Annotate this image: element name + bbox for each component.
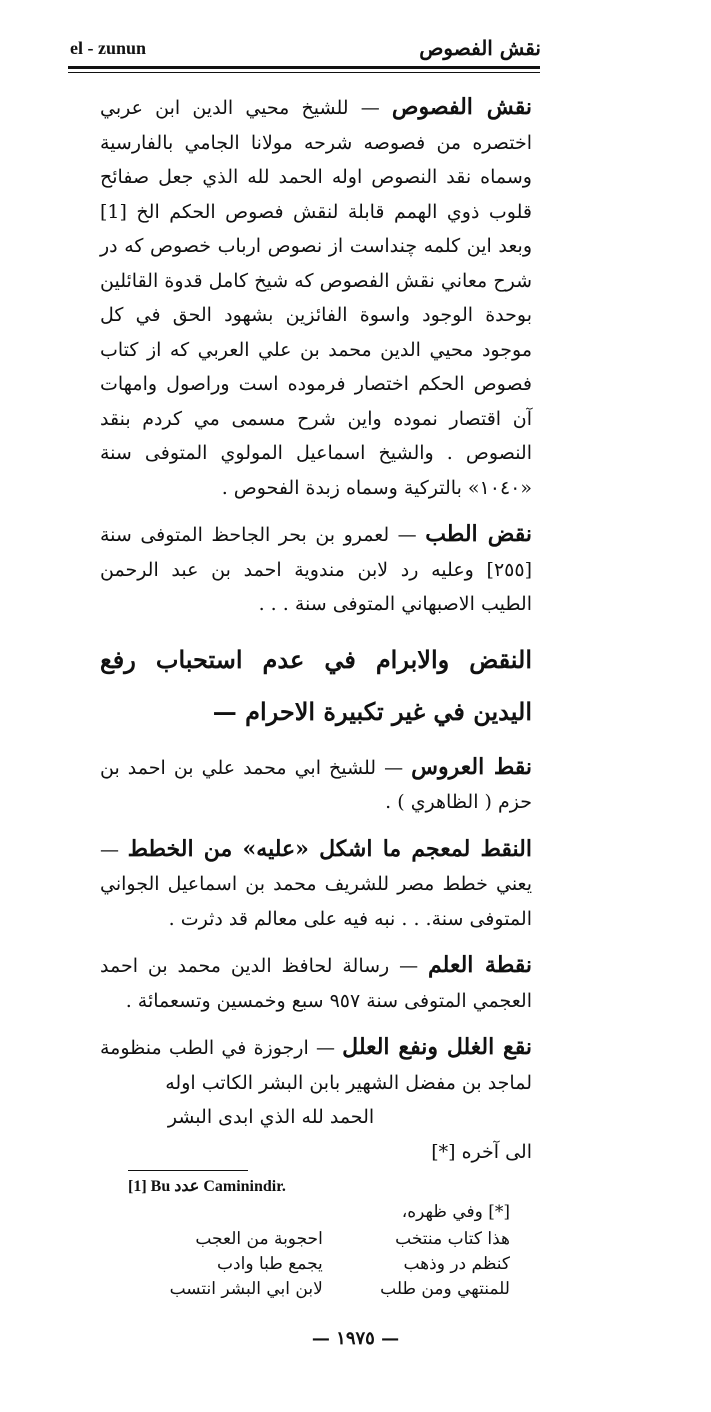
entry-end: الى آخره [*]	[431, 1140, 532, 1163]
hemistich: يجمع طبا وادب	[217, 1254, 323, 1274]
hemistich: لابن ابي البشر انتسب	[169, 1279, 323, 1299]
header-rule-thin	[68, 72, 540, 73]
footnote-poem	[150, 1200, 510, 1302]
hemistich: هذا كتاب منتخب	[395, 1229, 510, 1249]
entry-text: — ارجوزة في الطب منظومة لماجد بن مفضل الشهير بابن البشر الكاتب اوله	[100, 1037, 532, 1094]
header-rule-thick	[68, 66, 540, 69]
entry-text: — للشيخ ابي محمد علي بن احمد بن حزم ( الظاهري ) .	[100, 756, 532, 813]
entry-nuqtat-al-ilm	[100, 948, 532, 1018]
hemistich: كنظم در وذهب	[403, 1254, 510, 1274]
entry-naq-al-ghulal	[100, 1030, 532, 1100]
entry-title: نقطة العلم	[428, 952, 532, 978]
hemistich: للمنتهي ومن طلب	[380, 1279, 510, 1299]
entry-title: نقط العروس	[411, 753, 533, 780]
entry-naqd-al-tibb	[100, 517, 532, 622]
footnote: [1] Bu عدد Caminindir.	[128, 1178, 286, 1195]
entry-text: — يعني خطط مصر للشريف محمد بن اسماعيل الجواني المتوفى سنة. . . نبه فيه على معالم قد دثرت .	[100, 838, 532, 930]
entry-text: — للشيخ محيي الدين ابن عربي اختصره من فصوصه شرحه مولانا الجامي بالفارسية وسماه نقد النصوص اوله الحمد لله الذي جعل صفائح قلوب ذوي الهمم قابلة لنقش فصوص الحكم الخ [1] وبعد اين كلمه چنداست از نصوص ارباب خصوص كه در شرح معاني نقش الفصوص كه شيخ كامل قدوة القائلين بوحدة الوجود واسوة الفائزين بشهود الحق في كل موجود محيي الدين محمد بن علي العربي كه از كتاب فصوص الحكم اختصار فرموده است وراصول وامهات آن اقتصار نموده واين شرح مسمى مي كردم بنقد النصوص . والشيخ اسماعيل المولوي المتوفى سنة «١٠٤٠» بالتركية وسماه زبدة الفحوص .	[100, 97, 532, 499]
entry-al-naqd-wal-ibram	[100, 634, 532, 738]
poem-row	[150, 1252, 510, 1277]
entry-text: — لعمرو بن بحر الجاحظ المتوفى سنة [٢٥٥] وعليه رد لابن مندوية احمد بن عبد الرحمن الطيب الاصبهاني المتوفى سنة . . .	[100, 524, 532, 615]
entry-title: نقش الفصوص	[391, 94, 532, 120]
entry-naqsh-al-fusus	[100, 90, 532, 505]
poem-row	[150, 1227, 510, 1252]
entry-title: النقض والابرام في عدم استحباب رفع اليدين في غير تكبيرة الاحرام —	[100, 644, 532, 726]
page-number: — ١٩٧٥ —	[311, 1328, 400, 1349]
entry-title: نقع الغلل ونفع العلل	[342, 1034, 532, 1060]
entry-nuqat-al-arus	[100, 750, 532, 820]
running-header-right: نقش الفصوص	[419, 36, 541, 60]
entry-text: — رسالة لحافظ الدين محمد بن احمد العجمي المتوفى سنة ٩٥٧ سبع وخمسين وتسعمائة .	[100, 955, 532, 1012]
entry-title: النقط لمعجم ما اشكل «عليه» من الخطط	[127, 835, 532, 862]
main-text	[100, 90, 532, 1169]
running-header-left: el - zunun	[70, 38, 147, 58]
footnote-rule	[128, 1170, 248, 1171]
poem-row	[150, 1277, 510, 1302]
verse-opening: الحمد لله الذي ابدى البشر	[167, 1106, 375, 1128]
entry-title: نقض الطب	[425, 521, 532, 547]
hemistich: احجوبة من العجب	[195, 1229, 323, 1249]
entry-al-nuqat	[100, 832, 532, 937]
poem-heading: [*] وفي ظهره،	[401, 1202, 510, 1222]
